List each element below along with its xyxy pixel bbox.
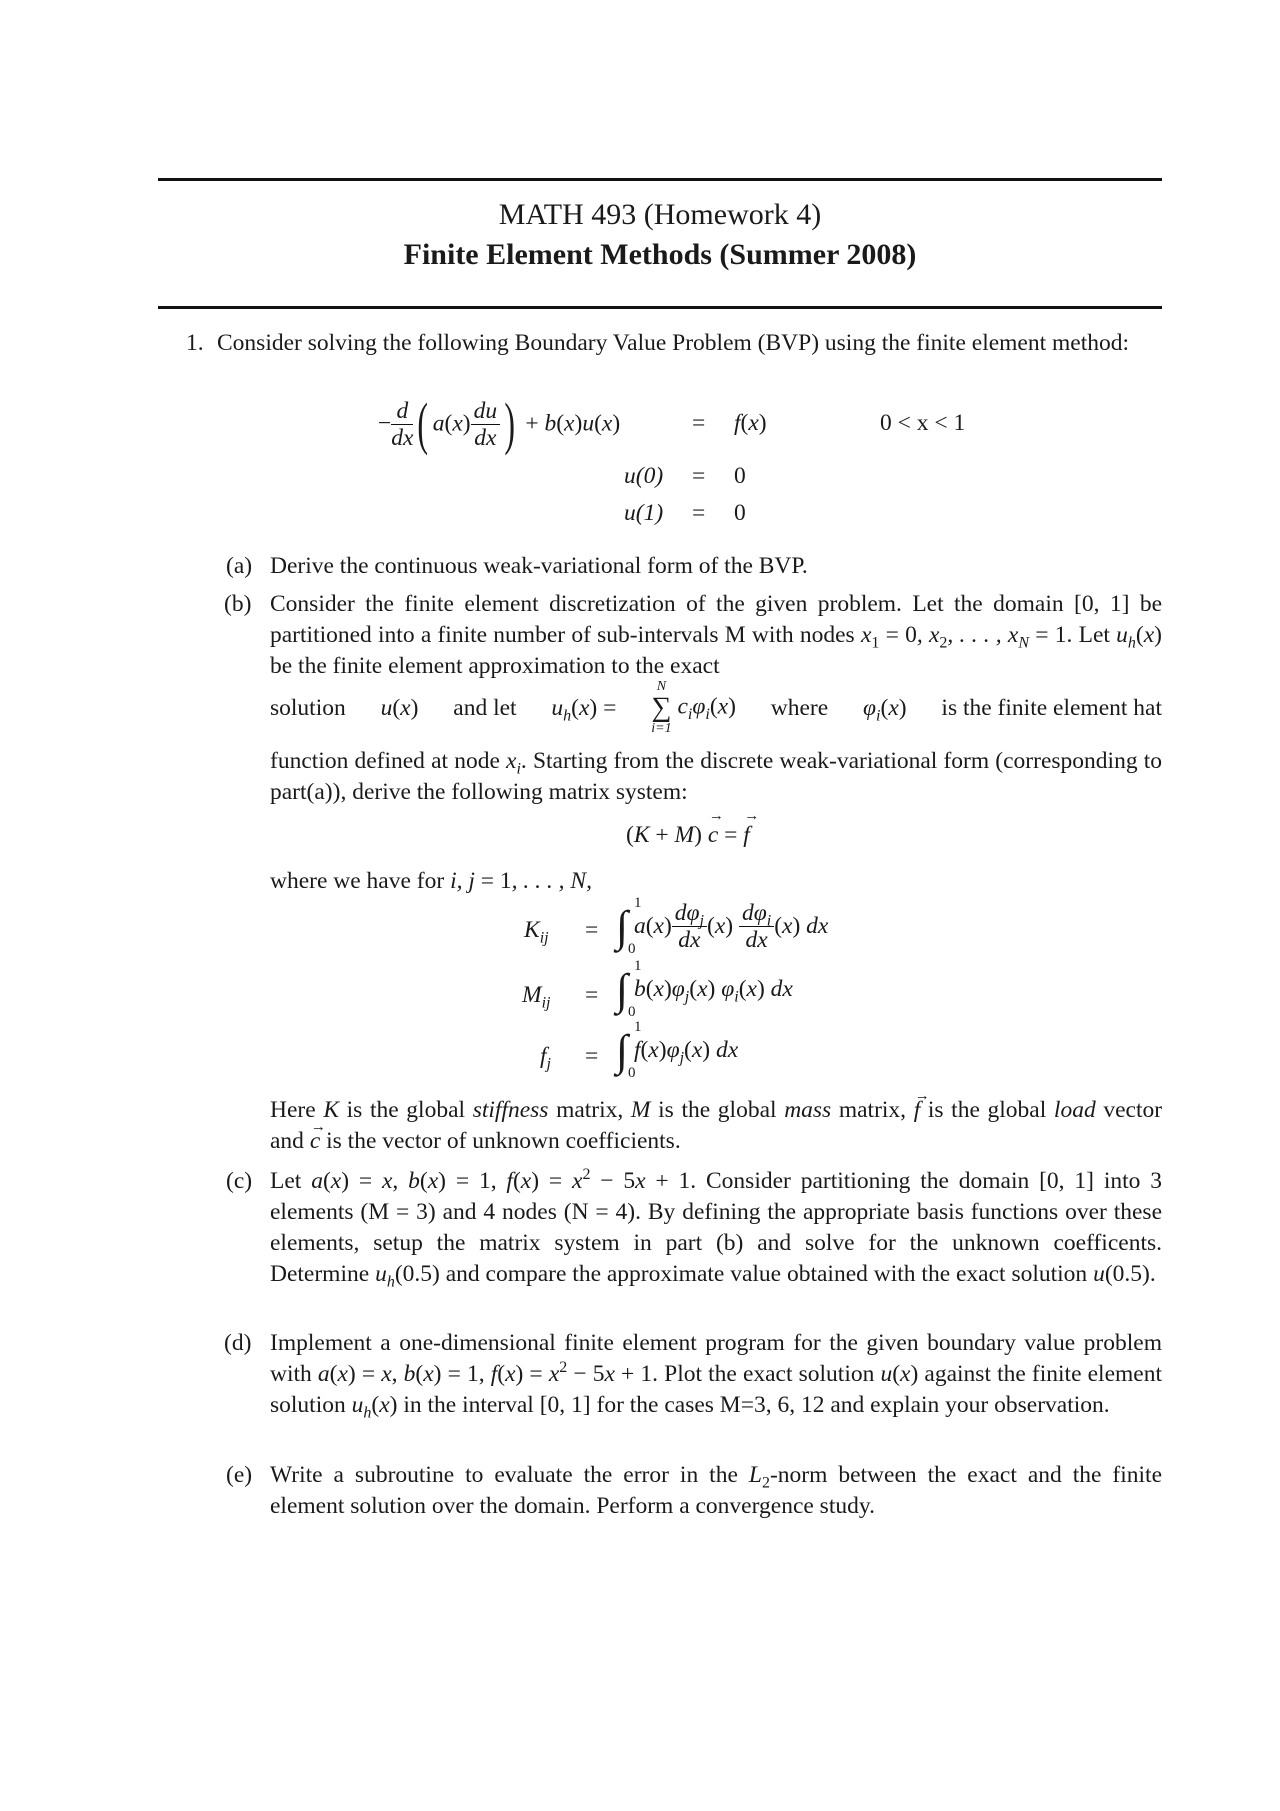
bc-left-lhs: u(0) <box>624 463 664 489</box>
part-b-paragraph-1: Consider the finite element discretization of the given problem. Let the domain [0, 1] be partitioned into a finite number of sub-intervals M with nodes $x_1 = 0$, $x_2$, . . . , $x_N = 1$. Let $u_h(x)$ be the finite element approximation to the exact <box>270 591 1162 679</box>
part-b-explanation: Here K is the global stiffness matrix, M is the global mass matrix, f → is the global load vector and c → is the vector of unknown coefficients. <box>270 1095 1162 1157</box>
part-c-text: Let a(x) = x, b(x) = 1, $f(x) = x^2 - 5x + 1$. Consider partitioning the domain [0, 1] into 3 elements (M = 3) and 4 nodes (N = 4). By defining the appropriate basis functions over these elements, setup the matrix system in part (b) and solve for the unknown coefficents. Determine $u_h(0.5)$ and compare the approximate value obtained with the exact solution u(0.5). <box>270 1166 1162 1291</box>
k-lhs: $K_{ij}$ <box>524 917 549 947</box>
matrix-system: (K + M) c → = f → <box>626 822 750 849</box>
part-b-label: (b) <box>224 591 252 617</box>
m-integral: ∫ 1 0 $b(x)\varphi_j(x)$ $\varphi_i(x)$ dx <box>616 958 793 1020</box>
part-e-label: (e) <box>226 1462 253 1488</box>
course-title: Finite Element Methods (Summer 2008) <box>403 238 917 271</box>
bvp-rhs: f(x) <box>734 410 767 436</box>
part-b-line-4: solution u(x) and let $u_h(x)$ = N ∑ i=1 $c_i\varphi_i(x)$ where $\varphi_i(x)$ is the finite element hat <box>270 679 1162 736</box>
bvp-domain: 0 < x < 1 <box>880 410 966 436</box>
k-equals: = <box>585 917 599 943</box>
f-integral: ∫ 1 0 $f(x)\varphi_j(x)$ dx <box>616 1019 739 1081</box>
bc-right-lhs: u(1) <box>624 500 664 526</box>
m-equals: = <box>585 982 599 1008</box>
bc-right-value: 0 <box>734 500 746 526</box>
where-line: where we have for i, j = 1, . . . , N, <box>270 868 592 894</box>
bvp-equals-1: = <box>692 410 706 436</box>
bc-left-value: 0 <box>734 463 746 489</box>
k-integral: ∫ 1 0 a(x) $\frac{d\varphi_j}{dx}$ (x) $\frac{d\varphi_i}{dx}$ (x) dx <box>616 895 829 957</box>
bvp-equals-2: = <box>692 463 706 489</box>
bvp-equals-3: = <box>692 500 706 526</box>
part-b-paragraph-2: function defined at node $x_i$. Starting from the discrete weak-variational form (corresponding to part(a)), derive the following matrix system: <box>270 748 1162 805</box>
top-rule <box>158 178 1162 181</box>
bvp-equation: − $\frac{d}{dx}$ ( a(x) $\frac{du}{dx}$ ) + b(x)u(x) <box>378 391 621 456</box>
part-a-text: Derive the continuous weak-variational form of the BVP. <box>270 553 808 579</box>
part-a-label: (a) <box>226 553 253 579</box>
f-lhs: $f_j$ <box>540 1043 551 1073</box>
problem-number: 1. <box>186 330 204 356</box>
f-equals: = <box>585 1043 599 1069</box>
part-d-text: Implement a one-dimensional finite element program for the given boundary value problem with a(x) = x, b(x) = 1, $f(x) = x^2 - 5x + 1$. Plot the exact solution u(x) against the finite element solution $u_h(x)$ in the interval [0, 1] for the cases M=3, 6, 12 and explain your observation. <box>270 1330 1162 1422</box>
bottom-rule <box>158 306 1162 309</box>
course-heading: MATH 493 (Homework 4) <box>498 198 822 231</box>
part-c-label: (c) <box>226 1168 253 1194</box>
problem-intro: Consider solving the following Boundary Value Problem (BVP) using the finite element method: <box>217 330 1130 356</box>
m-lhs: $M_{ij}$ <box>522 982 551 1012</box>
part-d-label: (d) <box>224 1330 252 1356</box>
part-e-text: Write a subroutine to evaluate the error in the $L_2$-norm between the exact and the finite element solution over the domain. Perform a convergence study. <box>270 1462 1162 1519</box>
